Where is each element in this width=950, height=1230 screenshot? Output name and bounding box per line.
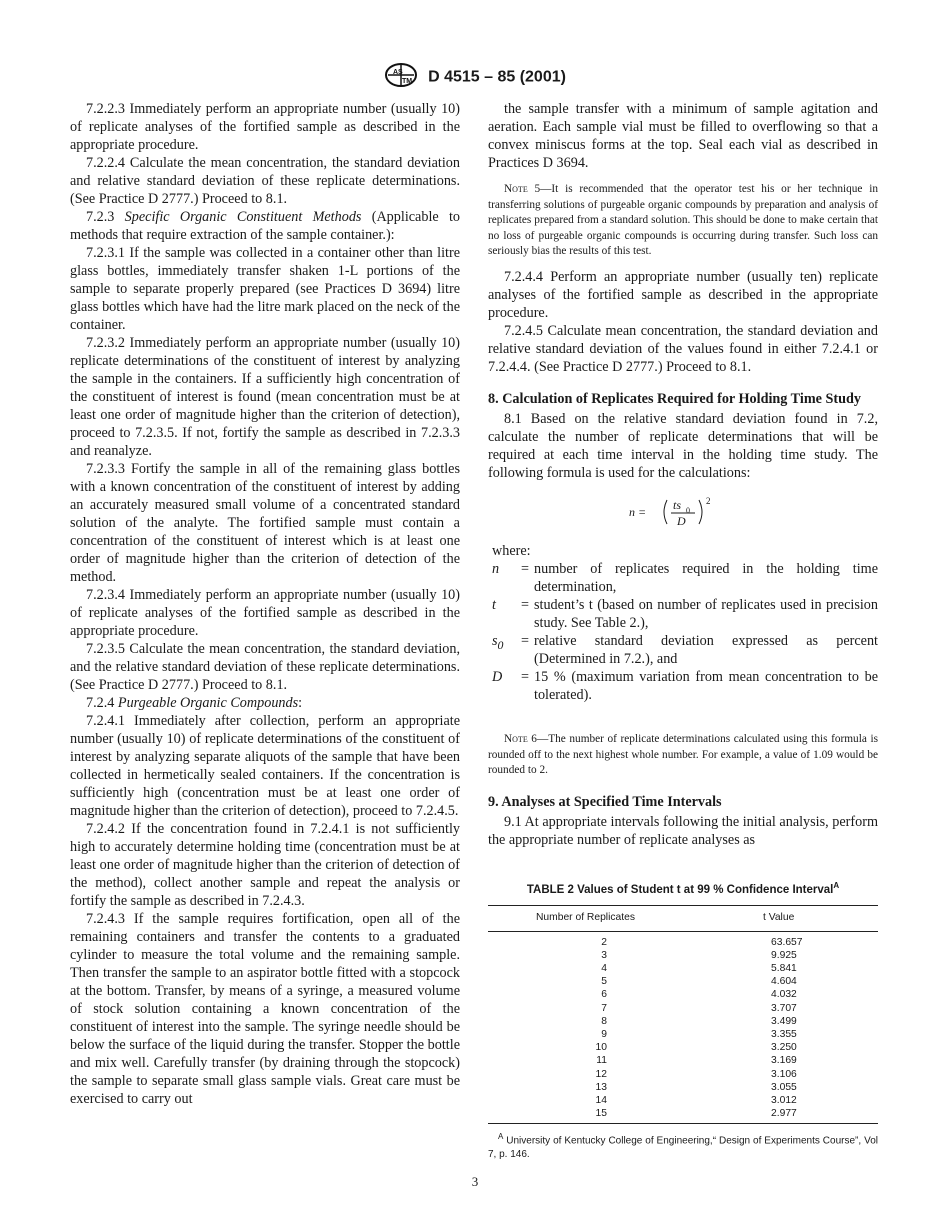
variable-equals: = [520,668,529,685]
paragraph-continued: the sample transfer with a minimum of sample agitation and aeration. Each sample vial must be filled to overflowing so that a convex miniscus forms at the top. Seal each vial as described in Practices D 3694. [488,101,878,171]
replicates-cell: 11 [596,1055,607,1067]
formula-exponent: 2 [706,495,711,506]
paragraph-7-2-3-4: 7.2.3.4 Immediately perform an appropriate number (usually 10) of replicate analyses of the fortified sample as described in the appropriate procedure. [70,587,460,639]
t-value-cell: 3.012 [771,1095,797,1107]
document-id: D 4515 – 85 (2001) [428,68,566,86]
t-value-cell: 5.841 [771,962,797,974]
note-6: Note 6—The number of replicate determinations calculated using this formula is rounded off to the next highest whole number. For example, a value of 1.09 would be rounded to 2. [488,732,878,777]
variable-symbol: D [492,668,503,685]
table-row [488,1068,878,1081]
section-9-heading: 9. Analyses at Specified Time Intervals [488,793,722,810]
t-value-cell: 3.169 [771,1055,797,1067]
replicates-cell: 10 [595,1042,607,1054]
paragraph-7-2-2-3: 7.2.2.3 Immediately perform an appropriate number (usually 10) of replicate analyses of the fortified sample as described in the appropriate procedure. [70,101,460,153]
variable-equals: = [520,596,529,613]
table-row [488,1107,878,1124]
paragraph-7-2-3-2: 7.2.3.2 Immediately perform an appropriate number (usually 10) replicate determinations of the constituent of interest by analyzing the sample in the containers. If a sufficiently high concentration of the constituent of interest is found (mean concentration must be at least one order of magnitude higher than the criterion of detection), proceed to 7.2.3.5. If not, fortify the sample as described in 7.2.3.3 and reanalyze. [70,335,460,459]
variable-row [488,632,878,668]
table-row [488,1054,878,1067]
replicates-cell: 4 [601,962,607,974]
variable-symbol: s [492,632,498,649]
paragraph-7-2-3-3: 7.2.3.3 Fortify the sample in all of the remaining glass bottles with a known concentration of the constituent of interest by adding an accurately measured small volume of a concentrated standard solution of the analyte. The fortified sample must contain a concentration of the constituent of interest which is at least one order of magnitude higher than the criterion of detection of the method. [70,461,460,585]
formula-lhs: n = [629,504,647,519]
variable-definition: 15 % (maximum variation from mean concentration to be tolerated). [534,668,878,703]
paragraph-7-2-4-1: 7.2.4.1 Immediately after collection, perform an appropriate number (usually 10) of replicate determinations of the constituent of interest by analyzing separate aliquots of the sample that have been collected in hermetically sealed containers. If the concentration is sufficiently high (concentration must be at least one order of magnitude higher than the criterion of detection), proceed to 7.2.4.5. [70,713,460,819]
replicates-cell: 7 [601,1002,607,1014]
table-row [488,1002,878,1015]
table-2-title: TABLE 2 Values of Student t at 99 % Confidence Interval$^A$ [526,880,840,896]
variable-symbol-cell [488,632,516,654]
where-label: where: [492,542,531,559]
t-value-cell: 63.657 [771,936,803,948]
astm-logo-icon [384,62,418,93]
note-5: Note 5—It is recommended that the operator test his or her technique in transferring solutions of purgeable organic compounds by preparation and analysis of replicates prepared from a standard solution. This should be done to make certain that no loss of purgeable organic compounds is occurring during transfer. Such loss can seriously bias the results of this test. [488,183,878,258]
replicates-cell: 8 [601,1015,607,1027]
variable-symbol: t [492,596,496,613]
formula-numerator-sub: 0 [686,505,690,515]
t-value-cell: 3.055 [771,1081,797,1093]
table-2-footnote: $^A$ University of Kentucky College of Engineering,“ Design of Experiments Course”, Vol 7, p. 146. [488,1132,878,1160]
table-header-t-value: t Value [683,905,878,931]
table-row [488,931,878,949]
paragraph-7-2-2-4: 7.2.2.4 Calculate the mean concentration, the standard deviation and relative standard deviation of these replicate determinations. (See Practice D 2777.) Proceed to 8.1. [70,155,460,207]
page-header [0,62,950,93]
variable-definition: relative standard deviation expressed as percent (Determined in 7.2.), and [534,632,878,667]
svg-text:AS: AS [393,69,403,76]
right-column [488,100,878,1161]
t-value-cell: 9.925 [771,949,797,961]
section-8-heading: 8. Calculation of Replicates Required for Holding Time Study [488,390,861,407]
variable-definition: student’s t (based on number of replicates used in precision study. See Table 2.), [534,596,878,631]
table-row [488,1081,878,1094]
variable-row [488,596,878,632]
replicates-cell: 2 [601,936,607,948]
paragraph-7-2-3: 7.2.3 Specific Organic Constituent Methods (Applicable to methods that require extraction of the sample container.): [70,209,460,243]
paragraph-9-1: 9.1 At appropriate intervals following the initial analysis, perform the appropriate number of replicate analyses as [488,813,878,848]
variable-row [488,668,878,704]
replicates-cell: 6 [601,989,607,1001]
table-header-replicates: Number of Replicates [488,905,683,931]
table-row [488,1015,878,1028]
replicates-formula [488,494,878,528]
paragraph-7-2-4: 7.2.4 Purgeable Organic Compounds: [86,695,303,711]
variable-definitions [488,560,878,704]
paragraph-7-2-4-2: 7.2.4.2 If the concentration found in 7.2.4.1 is not sufficiently high to accurately determine holding time (concentration must be at least one order of magnitude higher than the criterion of detection of the method), collect another sample and repeat the analysis or fortify the sample as described in 7.2.4.3. [70,821,460,909]
table-row [488,1028,878,1041]
variable-row [488,560,878,596]
t-value-cell: 4.604 [771,976,797,988]
variable-definition: number of replicates required in the holding time determination, [534,560,878,595]
variable-equals: = [520,632,529,649]
paragraph-7-2-4-5: 7.2.4.5 Calculate mean concentration, the standard deviation and relative standard deviation of the values found in either 7.2.4.1 or 7.2.4.4. (See Practice D 2777.) Proceed to 8.1. [488,322,878,375]
variable-symbol-cell [488,560,516,582]
replicates-cell: 5 [601,976,607,988]
table-2 [488,905,878,1125]
table-row [488,1041,878,1054]
table-row [488,975,878,988]
replicates-cell: 3 [601,949,607,961]
paragraph-8-1: 8.1 Based on the relative standard deviation found in 7.2, calculate the number of replicate determinations that will be required at each time interval in the holding time study. The following formula is used for the calculations: [488,410,878,481]
t-value-cell: 4.032 [771,989,797,1001]
replicates-cell: 13 [595,1081,607,1093]
table-row [488,949,878,962]
formula-denominator: D [677,513,686,528]
paragraph-7-2-4-3: 7.2.4.3 If the sample requires fortification, open all of the remaining containers and transfer the contents to a graduated cylinder to measure the total volume and the remaining sample. Then transfer the sample to an aspirator bottle fitted with a stopcock at the bottom. Transfer, by means of a syringe, a measured volume of stock solution containing a known concentration of the constituent of interest into the sample. The syringe needle should be below the surface of the liquid during the transfer. Stopper the bottle and mix well. Carefully transfer (by draining through the stopcock) the sample to separate small glass sample vials. Great care must be exercised to carry out [70,911,460,1107]
formula-graphic [623,494,743,530]
replicates-cell: 9 [601,1029,607,1040]
variable-symbol-cell [488,668,516,690]
t-value-cell: 3.250 [771,1042,797,1054]
variable-symbol: n [492,560,500,577]
left-column [70,100,460,1108]
t-value-cell: 3.707 [771,1002,797,1014]
svg-text:TM: TM [402,78,413,85]
paragraph-7-2-4-4: 7.2.4.4 Perform an appropriate number (usually ten) replicate analyses of the fortified sample as described in the appropriate procedure. [488,268,878,321]
table-row [488,1094,878,1107]
table-row [488,988,878,1001]
paragraph-7-2-3-5: 7.2.3.5 Calculate the mean concentration, the standard deviation, and the relative standard deviation of these replicate determinations. (See Practice D 2777.) Proceed to 8.1. [70,641,460,693]
replicates-cell: 15 [488,1107,683,1124]
variable-equals: = [520,560,529,577]
t-value-cell: 3.355 [771,1029,797,1040]
variable-symbol-cell [488,596,516,618]
paragraph-7-2-3-1: 7.2.3.1 If the sample was collected in a container other than litre glass bottles, immediately transfer shaken 1-L portions of the sample to separate properly prepared (see Practices D 3694) litre glass bottles which have had the litre mark placed on the neck of the container. [70,245,460,333]
variable-subscript: 0 [497,637,504,652]
table-row [488,962,878,975]
t-value-cell: 3.106 [771,1068,797,1080]
t-value-cell: 3.499 [771,1015,797,1027]
page-number: 3 [471,1174,479,1189]
formula-numerator: ts [673,497,682,512]
replicates-cell: 14 [595,1095,607,1107]
replicates-cell: 12 [595,1068,607,1080]
t-value-cell: 2.977 [683,1107,878,1124]
